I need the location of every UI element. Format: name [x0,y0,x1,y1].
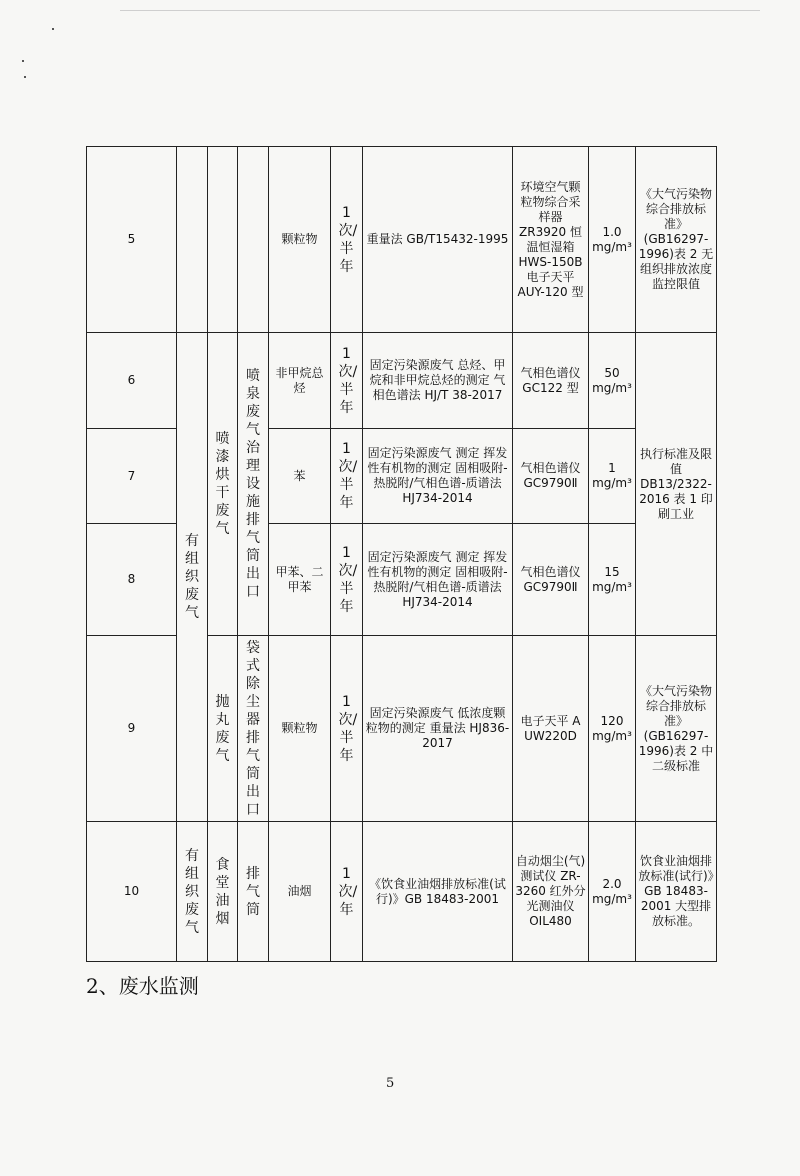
frequency: 1次/年 [331,822,363,962]
scan-speck [22,60,24,62]
discharge-point-cell: 喷泉废气治理设施排气筒出口 [238,333,269,636]
limit-value: 1 mg/m³ [589,429,636,524]
instrument: 环境空气颗粒物综合采样器 ZR3920 恒温恒湿箱 HWS-150B 电子天平 AUY-120 型 [513,147,589,333]
standard: 《大气污染物综合排放标准》(GB16297-1996)表 2 中二级标准 [636,636,717,822]
table-row [87,822,717,962]
method: 重量法 GB/T15432-1995 [363,147,513,333]
limit-value: 120 mg/m³ [589,636,636,822]
limit-value: 15 mg/m³ [589,524,636,636]
category-cell: 有组织废气 [177,822,208,962]
frequency: 1次/半年 [331,333,363,429]
monitoring-item: 颗粒物 [269,636,331,822]
method: 固定污染源废气 测定 挥发性有机物的测定 固相吸附-热脱附/气相色谱-质谱法 HJ734-2014 [363,429,513,524]
instrument: 电子天平 A UW220D [513,636,589,822]
row-number: 6 [87,333,177,429]
page-number: 5 [386,1076,395,1091]
top-edge-line [120,10,760,11]
standard: 《大气污染物综合排放标准》(GB16297-1996)表 2 无组织排放浓度监控限值 [636,147,717,333]
limit-value: 2.0 mg/m³ [589,822,636,962]
instrument: 气相色谱仪 GC122 型 [513,333,589,429]
category-cell: 有组织废气 [177,333,208,822]
standard: 饮食业油烟排放标准(试行)》GB 18483-2001 大型排放标准。 [636,822,717,962]
table-row [87,147,717,333]
monitoring-item: 甲苯、二甲苯 [269,524,331,636]
limit-value: 1.0 mg/m³ [589,147,636,333]
method: 固定污染源废气 低浓度颗粒物的测定 重量法 HJ836-2017 [363,636,513,822]
monitoring-item: 颗粒物 [269,147,331,333]
row-number: 5 [87,147,177,333]
method: 固定污染源废气 测定 挥发性有机物的测定 固相吸附-热脱附/气相色谱-质谱法 HJ734-2014 [363,524,513,636]
method: 《饮食业油烟排放标准(试行)》GB 18483-2001 [363,822,513,962]
discharge-point-cell: 袋式除尘器排气筒出口 [238,636,269,822]
monitoring-item: 非甲烷总烃 [269,333,331,429]
table-row [87,333,717,429]
row-number: 7 [87,429,177,524]
frequency: 1次/半年 [331,147,363,333]
frequency: 1次/半年 [331,636,363,822]
section-heading: 2、废水监测 [86,974,199,998]
row-number: 8 [87,524,177,636]
standard: 执行标准及限值 DB13/2322-2016 表 1 印刷工业 [636,333,717,636]
discharge-point-cell: 排气筒 [238,822,269,962]
limit-value: 50 mg/m³ [589,333,636,429]
source-cell: 喷漆烘干废气 [208,333,238,636]
source-cell: 食堂油烟 [208,822,238,962]
monitoring-table [86,146,717,962]
instrument: 自动烟尘(气)测试仪 ZR-3260 红外分光测油仪 OIL480 [513,822,589,962]
instrument: 气相色谱仪 GC9790Ⅱ [513,524,589,636]
empty-cell [177,147,208,333]
source-cell: 抛丸废气 [208,636,238,822]
instrument: 气相色谱仪 GC9790Ⅱ [513,429,589,524]
frequency: 1次/半年 [331,524,363,636]
scan-speck [52,28,54,30]
frequency: 1次/半年 [331,429,363,524]
method: 固定污染源废气 总烃、甲烷和非甲烷总烃的测定 气相色谱法 HJ/T 38-2017 [363,333,513,429]
row-number: 9 [87,636,177,822]
scan-speck [24,76,26,78]
row-number: 10 [87,822,177,962]
monitoring-item: 苯 [269,429,331,524]
empty-cell [208,147,238,333]
empty-cell [238,147,269,333]
monitoring-item: 油烟 [269,822,331,962]
